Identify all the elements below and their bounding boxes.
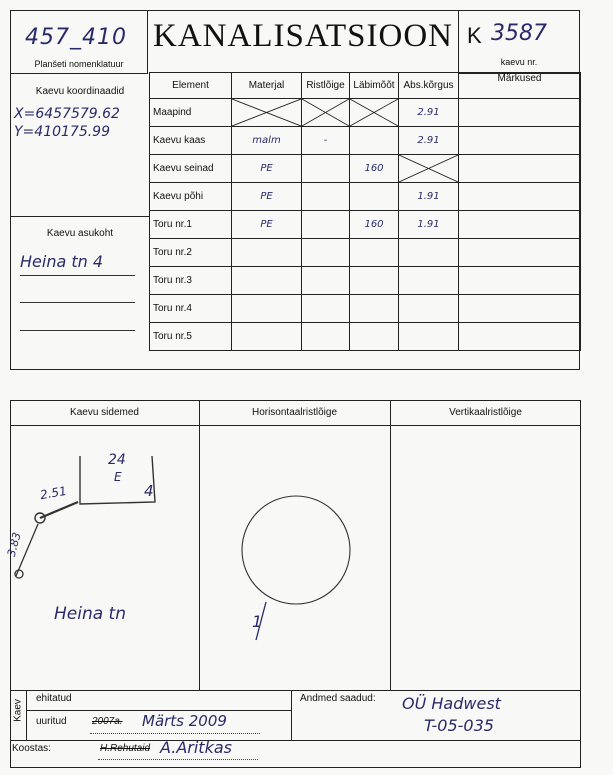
crossed-cell	[350, 99, 399, 127]
element-name: Toru nr.5	[150, 323, 232, 351]
cross-section	[302, 323, 350, 351]
sketch-col-links: Kaevu sidemed	[70, 407, 139, 418]
abs-height	[399, 295, 459, 323]
footer-bottom-line	[10, 740, 581, 741]
location-line-3	[20, 330, 135, 331]
footer-top-line	[10, 690, 581, 691]
table-row	[150, 127, 581, 155]
street-name: Heina tn	[54, 604, 127, 624]
notes-cell	[459, 323, 581, 351]
material: PE	[232, 211, 302, 239]
koostas-underline	[98, 759, 258, 760]
horizontal-section	[200, 426, 390, 690]
element-name: Toru nr.4	[150, 295, 232, 323]
location-value: Heina tn 4	[20, 252, 104, 271]
coordinate-y: Y=410175.99	[14, 124, 110, 140]
uuritud-underline	[90, 733, 260, 734]
table-row	[150, 183, 581, 211]
col-header: Ristlõige	[302, 73, 350, 99]
material: PE	[232, 183, 302, 211]
cross-section	[302, 267, 350, 295]
measure-line	[40, 502, 78, 518]
footer-kaev-divider	[26, 690, 27, 740]
well-prefix: K	[467, 23, 482, 48]
sketch-col-horizontal: Horisontaalristlõige	[251, 407, 338, 418]
material: malm	[232, 127, 302, 155]
diameter	[350, 127, 399, 155]
uuritud-label: uuritud	[36, 716, 67, 727]
well-number-cell	[458, 10, 580, 74]
sketch-col-vertical: Vertikaalristlõige	[449, 407, 522, 418]
crossed-cell	[302, 99, 350, 127]
table-row	[150, 99, 581, 127]
material: PE	[232, 155, 302, 183]
material	[232, 295, 302, 323]
uuritud-struck: 2007a.	[92, 716, 123, 727]
diameter	[350, 295, 399, 323]
table-row	[150, 211, 581, 239]
col-header: Läbimõõt	[350, 73, 399, 99]
diameter: 160	[350, 211, 399, 239]
material	[232, 239, 302, 267]
house-floors: 4	[144, 482, 154, 500]
koostas-value: A.Aritkas	[160, 738, 232, 757]
well-label: kaevu nr.	[500, 57, 538, 67]
sheet-number: 457_410	[25, 25, 127, 50]
abs-height	[399, 267, 459, 295]
element-name: Toru nr.3	[150, 267, 232, 295]
notes-cell	[459, 99, 581, 127]
table-row	[150, 267, 581, 295]
sheet-number-cell	[10, 10, 148, 74]
notes-cell	[459, 295, 581, 323]
notes-cell	[459, 211, 581, 239]
footer-row-line	[26, 710, 291, 711]
coordinate-x: X=6457579.62	[14, 106, 120, 122]
well-circle	[242, 496, 350, 604]
footer-mid-divider	[291, 690, 292, 740]
location-label: Kaevu asukoht	[46, 228, 114, 239]
koostas-struck: H.Rehutaid	[100, 743, 151, 754]
col-header: Element	[150, 73, 232, 99]
house-letter: E	[114, 470, 122, 484]
distance-1: 2.51	[38, 483, 68, 503]
sketch-divider-2	[390, 400, 391, 690]
abs-height	[399, 239, 459, 267]
crossed-cell	[399, 155, 459, 183]
uuritud-value: Märts 2009	[142, 712, 227, 730]
sheet-label: Planšeti nomenklatuur	[34, 59, 124, 69]
col-header: Abs.kõrgus	[399, 73, 459, 99]
notes-cell	[459, 239, 581, 267]
material	[232, 323, 302, 351]
diameter	[350, 239, 399, 267]
abs-height: 1.91	[399, 183, 459, 211]
coordinates-label: Kaevu koordinaadid	[35, 86, 125, 97]
diameter: 160	[350, 155, 399, 183]
andmed-label: Andmed saadud:	[300, 693, 376, 704]
location-line-2	[20, 302, 135, 303]
cross-section	[302, 239, 350, 267]
diameter	[350, 323, 399, 351]
material	[232, 267, 302, 295]
andmed-value-1: OÜ Hadwest	[402, 694, 501, 713]
notes-cell	[459, 155, 581, 183]
table-row	[150, 295, 581, 323]
element-name: Kaevu põhi	[150, 183, 232, 211]
abs-height	[399, 323, 459, 351]
notes-cell	[459, 183, 581, 211]
diameter	[350, 183, 399, 211]
location-line-1	[20, 275, 135, 276]
crossed-cell	[232, 99, 302, 127]
element-name: Kaevu kaas	[150, 127, 232, 155]
well-number: 3587	[491, 21, 547, 46]
element-name: Toru nr.1	[150, 211, 232, 239]
distance-2: 3.83	[4, 530, 24, 559]
cross-section	[302, 211, 350, 239]
pipe-label: 1	[252, 612, 263, 631]
abs-height: 1.91	[399, 211, 459, 239]
koostas-label: Koostas:	[12, 743, 51, 754]
elements-table	[149, 72, 581, 351]
left-divider	[10, 216, 149, 217]
element-name: Maapind	[150, 99, 232, 127]
notes-cell	[459, 127, 581, 155]
abs-height: 2.91	[399, 127, 459, 155]
table-header-row	[150, 73, 581, 99]
andmed-value-2: T-05-035	[424, 716, 494, 735]
cross-section	[302, 183, 350, 211]
cross-section	[302, 155, 350, 183]
abs-height: 2.91	[399, 99, 459, 127]
table-row	[150, 155, 581, 183]
table-row	[150, 323, 581, 351]
notes-cell	[459, 267, 581, 295]
house-number: 24	[108, 452, 126, 468]
cross-section	[302, 295, 350, 323]
page-title: KANALISATSIOON	[153, 18, 453, 54]
links-sketch	[10, 426, 199, 690]
diameter	[350, 267, 399, 295]
element-name: Kaevu seinad	[150, 155, 232, 183]
element-name: Toru nr.2	[150, 239, 232, 267]
kaev-label: Kaev	[12, 699, 24, 722]
ehitatud-label: ehitatud	[36, 693, 72, 704]
cross-section: -	[302, 127, 350, 155]
col-header: Märkused	[459, 73, 581, 99]
col-header: Materjal	[232, 73, 302, 99]
table-row	[150, 239, 581, 267]
